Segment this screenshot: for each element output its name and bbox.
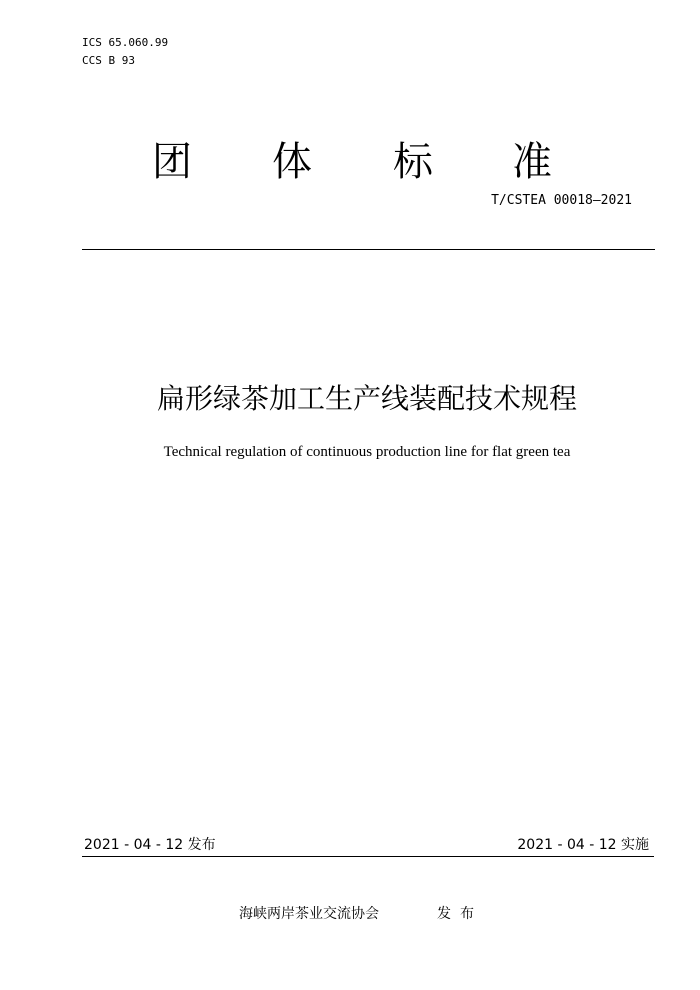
chinese-title: 扁形绿茶加工生产线装配技术规程 xyxy=(156,382,577,415)
document-type-char-1: 团 xyxy=(152,139,192,185)
implementation-date: 2021 - 04 - 12 实施 xyxy=(517,837,649,853)
ics-code: ICS 65.060.99 xyxy=(82,36,169,49)
document-type-char-3: 标 xyxy=(393,139,433,185)
bottom-divider xyxy=(82,856,654,857)
english-title: Technical regulation of continuous production line for flat green tea xyxy=(163,444,571,460)
issue-date: 2021 - 04 - 12 发布 xyxy=(84,837,216,853)
document-type-char-4: 准 xyxy=(512,139,552,185)
document-type-char-2: 体 xyxy=(272,139,312,185)
publisher-name: 海峡两岸茶业交流协会 xyxy=(239,906,379,922)
ccs-code: CCS B 93 xyxy=(82,54,135,67)
top-divider xyxy=(82,249,655,250)
standard-number: T/CSTEA 00018—2021 xyxy=(491,193,632,208)
publish-label: 发布 xyxy=(437,906,483,922)
